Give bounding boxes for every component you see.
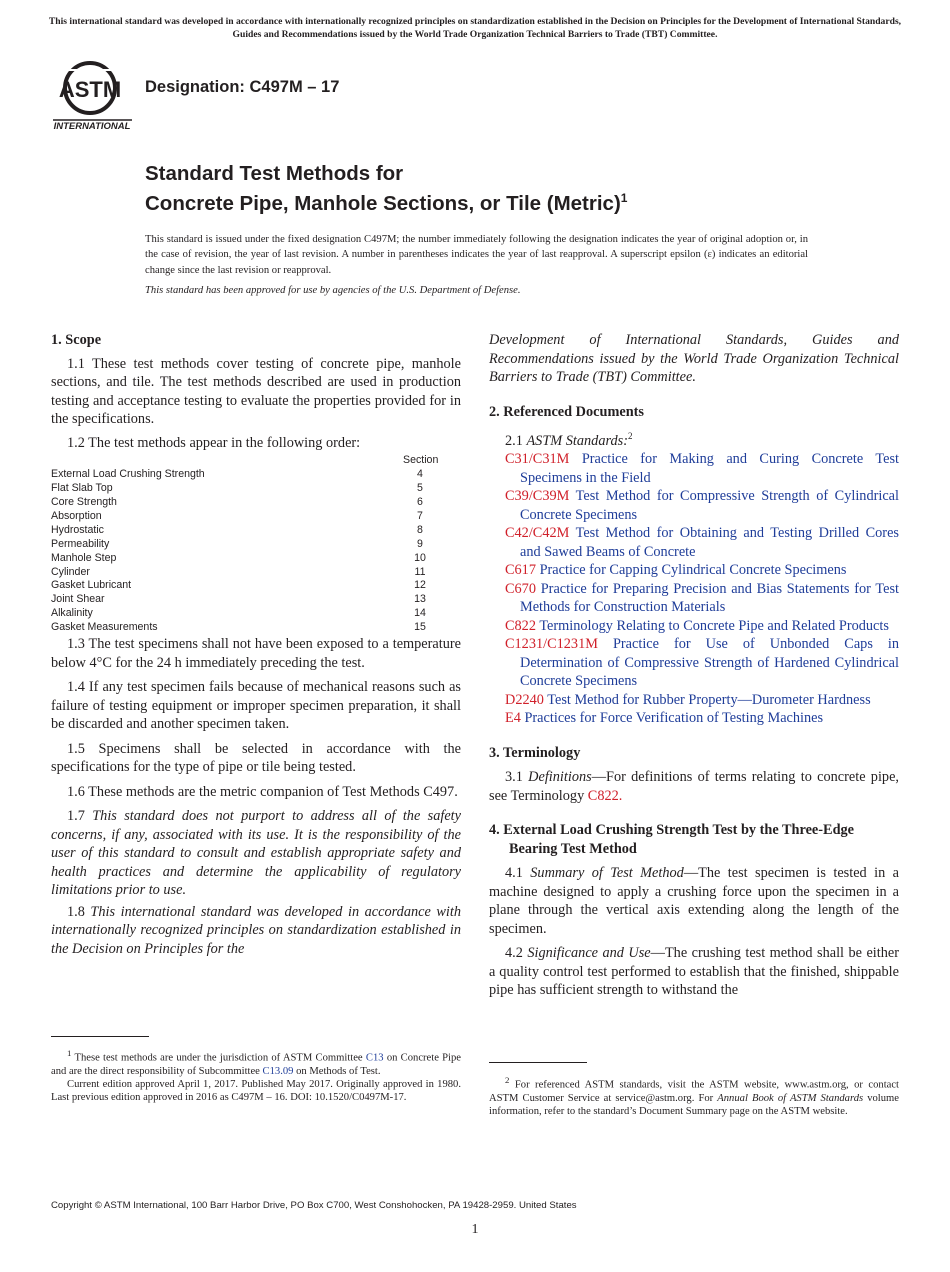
fn2-italic: Annual Book of ASTM Standards	[717, 1092, 864, 1104]
reference-code-link[interactable]: D2240	[505, 691, 544, 708]
reference-code-link[interactable]: C39/C39M	[505, 488, 570, 505]
order-row-name: Flat Slab Top	[51, 481, 113, 494]
para-4-1-text: —The test specimen is tested in a machine designed to apply a crushing force upon the specimen in a plane through the vertical axis extending along the length of the specimen.	[489, 865, 899, 937]
copyright: Copyright © ASTM International, 100 Barr Harbor Drive, PO Box C700, West Conshohocken, PA 19428-2959. United States	[51, 1200, 577, 1211]
order-row-name: Core Strength	[51, 495, 117, 508]
reference-title-link[interactable]: Terminology Relating to Concrete Pipe and Related Products	[539, 617, 889, 634]
order-row-name: Cylinder	[51, 565, 90, 578]
reference-item	[489, 709, 899, 728]
reference-title-link[interactable]: Practices for Force Verification of Testing Machines	[524, 710, 824, 727]
fn2-text-b: volume information, refer to the standard’s Document Summary page on the ASTM website.	[489, 1092, 899, 1117]
footnote-2	[489, 1074, 899, 1118]
para-1-7-text: This standard does not purport to address all of the safety concerns, if any, associated with its use. It is the responsibility of the user of this standard to consult and establish appropriate safety and health practices and determine the applicability of regulatory limitations prior to use.	[51, 808, 461, 899]
order-row-section: 10	[414, 551, 426, 564]
order-row-name: Alkalinity	[51, 607, 93, 620]
order-row-name: Absorption	[51, 509, 102, 522]
order-row-section: 9	[417, 537, 423, 550]
section-4-heading: 4. External Load Crushing Strength Test by the Three-Edge Bearing Test Method	[489, 822, 855, 857]
page-title	[145, 162, 627, 216]
footnote-rule-left	[51, 1036, 149, 1037]
designation	[145, 78, 339, 97]
order-row-section: 6	[417, 495, 423, 508]
order-row	[51, 593, 461, 607]
fn2-mark: 2	[505, 1075, 510, 1085]
para-4-1	[489, 864, 899, 938]
sub-number: 2.1	[505, 432, 527, 449]
footnote-rule-right	[489, 1062, 587, 1063]
order-row-section: 8	[417, 523, 423, 536]
reference-item	[489, 691, 899, 710]
order-row-section: 11	[414, 565, 426, 578]
reference-title-link[interactable]: Practice for Preparing Precision and Bias Statements for Test Methods for Construction Materials	[520, 580, 900, 616]
order-row-name: Manhole Step	[51, 551, 117, 564]
para-4-1-number: 4.1	[505, 865, 531, 882]
scope-heading: 1. Scope	[51, 332, 102, 348]
astm-standards-subheading	[489, 427, 899, 450]
order-row-section: 13	[414, 593, 426, 606]
para-3-1-text: —For definitions of terms relating to concrete pipe, see Terminology	[489, 769, 900, 804]
standards-notice: This international standard was developed in accordance with internationally recognized principles on standardization established in the Decision on Principles for the Development of International Standards, Guides and Recommendations issued by the World Trade Organization Technical Barriers to Trade (TBT) Committee.	[48, 16, 902, 40]
reference-title-link[interactable]: Practice for Use of Unbonded Caps in Determination of Compressive Strength of Hardened Cylindrical Concrete Specimens	[520, 636, 900, 690]
committee-c13-link[interactable]: C13	[365, 1052, 384, 1064]
para-4-2-number: 4.2	[505, 945, 528, 962]
para-1-5: 1.5 Specimens shall be selected in accordance with the specifications for the type of pipe or tile being tested.	[51, 740, 461, 776]
reference-item	[489, 635, 899, 691]
reference-code-link[interactable]: E4	[505, 710, 521, 727]
reference-item	[489, 617, 899, 636]
order-row-name: Gasket Measurements	[51, 621, 158, 634]
fn1-mark: 1	[67, 1048, 72, 1058]
para-4-2	[489, 944, 899, 1000]
order-row-section: 15	[414, 621, 426, 634]
fn1-text-b: on Concrete Pipe and are the direct responsibility of Subcommittee	[51, 1052, 461, 1077]
footnote-1	[51, 1047, 461, 1104]
order-row	[51, 496, 461, 510]
para-1-2: 1.2 The test methods appear in the following order:	[67, 434, 361, 451]
fn1-text-c: on Methods of Test.	[293, 1065, 381, 1077]
intro-paragraph: This standard is issued under the fixed designation C497M; the number immediately following the designation indicates the year of original adoption or, in the case of revision, the year of last revision. A number in parentheses indicates the year of last reapproval. A superscript epsilon (ε) indicates an editorial change since the last revision or reapproval.	[145, 234, 808, 276]
order-row	[51, 621, 461, 635]
reference-title-link[interactable]: Test Method for Compressive Strength of Cylindrical Concrete Specimens	[520, 488, 899, 523]
order-row	[51, 510, 461, 524]
reference-code-link[interactable]: C31/C31M	[505, 451, 570, 468]
left-column	[51, 331, 461, 958]
dod-approval: This standard has been approved for use by agencies of the U.S. Department of Defense.	[145, 285, 521, 296]
reference-item	[489, 524, 899, 561]
logo-subtext: INTERNATIONAL	[53, 121, 131, 132]
title-footnote-mark: 1	[620, 191, 628, 205]
para-1-7-number: 1.7	[67, 808, 93, 825]
order-row	[51, 482, 461, 496]
designation-label: Designation:	[145, 78, 245, 96]
order-row-section: 7	[417, 509, 423, 522]
reference-title-link[interactable]: Test Method for Obtaining and Testing Drilled Cores and Sawed Beams of Concrete	[520, 525, 899, 560]
sub-title: ASTM Standards:	[526, 432, 628, 449]
right-column	[489, 331, 899, 1000]
order-row	[51, 579, 461, 593]
order-row-name: Gasket Lubricant	[51, 579, 132, 592]
reference-title-link[interactable]: Practice for Capping Cylindrical Concrete Specimens	[539, 562, 847, 579]
para-3-1	[489, 768, 899, 805]
para-1-1: 1.1 These test methods cover testing of concrete pipe, manhole sections, and tile. The test methods described are used in production testing and acceptance testing to evaluate the properties provided for in the specifications.	[51, 355, 461, 427]
reference-code-link[interactable]: C1231/C1231M	[505, 636, 598, 653]
order-row-section: 14	[414, 607, 426, 620]
subcommittee-link[interactable]: C13.09	[262, 1065, 294, 1077]
c822-link[interactable]: C822.	[587, 787, 623, 804]
order-row	[51, 566, 461, 580]
para-4-1-term: Summary of Test Method	[530, 865, 684, 882]
order-table	[51, 454, 461, 635]
designation-number: C497M – 17	[249, 78, 340, 96]
reference-item	[489, 487, 899, 524]
para-1-8	[51, 903, 461, 959]
sub-fn-mark: 2	[628, 431, 633, 441]
para-3-1-term: Definitions	[528, 769, 592, 786]
astm-logo	[52, 58, 134, 132]
para-1-8-text: This international standard was developed in accordance with internationally recognized principles on standardization established in the Decision on Principles for the	[51, 903, 461, 957]
order-row-name: Permeability	[51, 537, 110, 550]
page-number: 1	[471, 1222, 479, 1237]
order-row	[51, 524, 461, 538]
order-row-section: 5	[417, 481, 423, 494]
para-1-6: 1.6 These methods are the metric companion of Test Methods C497.	[67, 783, 458, 800]
para-1-8-number: 1.8	[67, 903, 91, 920]
reference-item	[489, 561, 899, 580]
fn1-text-a: These test methods are under the jurisdiction of ASTM Committee	[71, 1052, 366, 1064]
order-row-section: 4	[417, 467, 423, 480]
reference-list	[489, 450, 899, 728]
title-line2: Concrete Pipe, Manhole Sections, or Tile (Metric)	[145, 191, 621, 215]
reference-code-link[interactable]: C617	[505, 562, 536, 579]
para-1-8-continued: Development of International Standards, Guides and Recommendations issued by the World Trade Organization Technical Barriers to Trade (TBT) Committee.	[489, 332, 899, 385]
fn1-edition: Current edition approved April 1, 2017. Published May 2017. Originally approved in 1980. Last previous edition approved in 2016 as C497M – 16. DOI: 10.1520/C0497M-17.	[51, 1078, 461, 1103]
order-row-section: 12	[414, 579, 426, 592]
order-row	[51, 552, 461, 566]
terminology-heading: 3. Terminology	[489, 744, 581, 761]
order-row	[51, 468, 461, 482]
reference-title-link[interactable]: Test Method for Rubber Property—Durometer Hardness	[547, 691, 871, 708]
para-1-4: 1.4 If any test specimen fails because of mechanical reasons such as failure of testing equipment or improper specimen preparation, it shall be discarded and another specimen taken.	[51, 679, 461, 733]
logo-text: ASTM	[58, 77, 122, 102]
order-row-name: Hydrostatic	[51, 523, 104, 536]
reference-item	[489, 450, 899, 487]
para-4-2-term: Significance and Use	[527, 945, 651, 962]
order-row-name: Joint Shear	[51, 593, 105, 606]
reference-code-link[interactable]: C42/C42M	[505, 525, 570, 542]
order-row	[51, 538, 461, 552]
reference-code-link[interactable]: C670	[505, 580, 536, 597]
reference-code-link[interactable]: C822	[505, 617, 536, 634]
para-1-7	[51, 807, 461, 900]
order-row-name: External Load Crushing Strength	[51, 467, 205, 480]
reference-title-link[interactable]: Practice for Making and Curing Concrete Test Specimens in the Field	[520, 451, 899, 486]
para-4-2-text: —The crushing test method shall be either a quality control test performed to establish that the finished, shippable pipe has sufficient strength to withstand the	[489, 945, 899, 999]
reference-item	[489, 580, 899, 617]
fn2-text-a: For referenced ASTM standards, visit the ASTM website, www.astm.org, or contact ASTM Customer Service at service@astm.org. For	[489, 1079, 899, 1104]
para-3-1-number: 3.1	[505, 769, 529, 786]
references-heading: 2. Referenced Documents	[489, 403, 644, 420]
title-line1: Standard Test Methods for	[145, 162, 404, 185]
order-row	[51, 607, 461, 621]
section-column-header: Section	[403, 454, 439, 466]
para-1-3: 1.3 The test specimens shall not have been exposed to a temperature below 4°C for the 24 h immediately preceding the test.	[51, 636, 461, 671]
